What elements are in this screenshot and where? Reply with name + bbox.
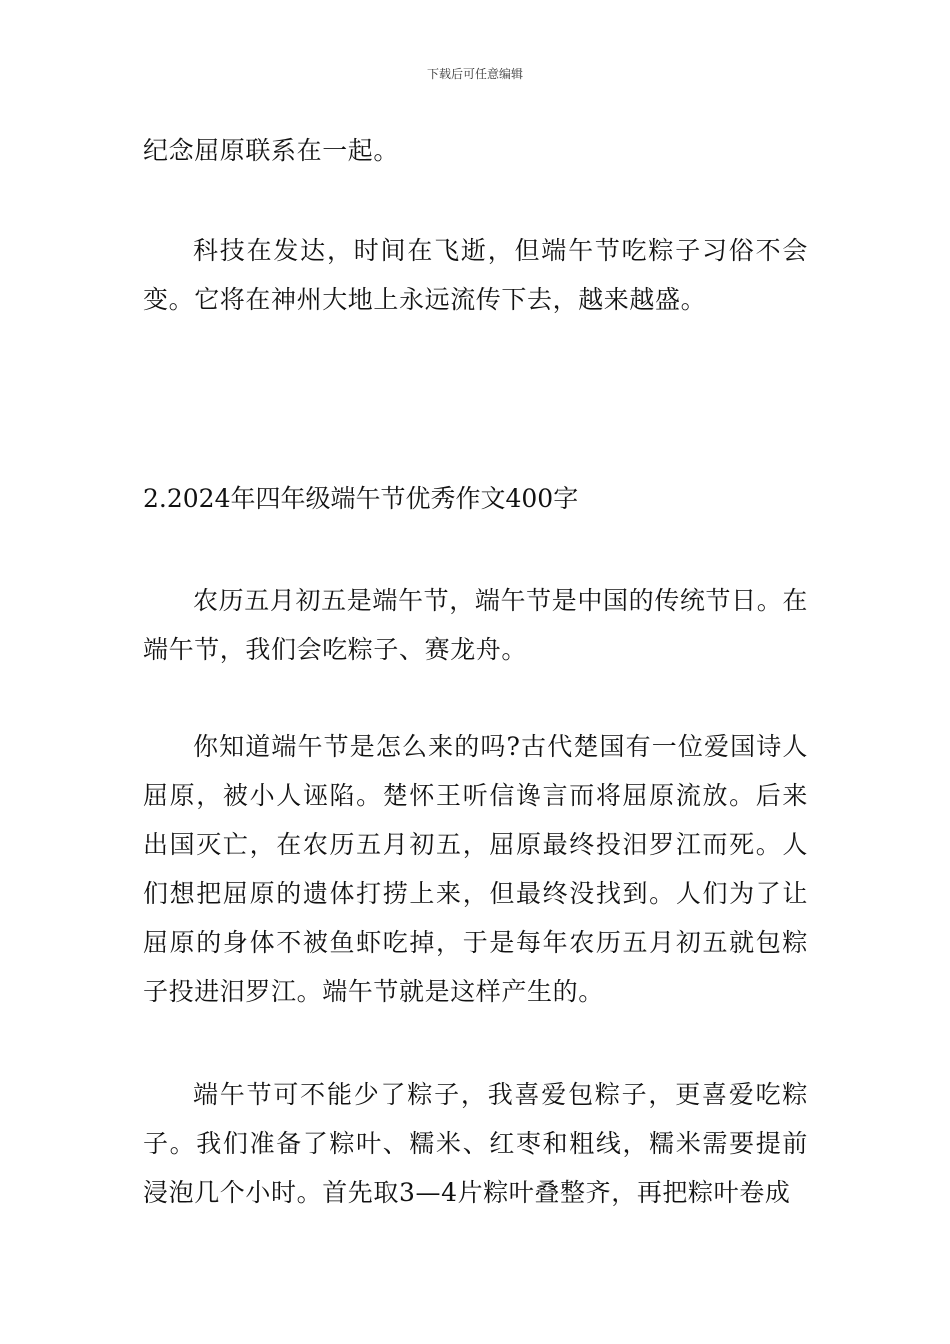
paragraph-zongzi: 端午节可不能少了粽子，我喜爱包粽子，更喜爱吃粽子。我们准备了粽叶、糯米、红枣和粗线，糯米需要提前浸泡几个小时。首先取3—4片粽叶叠整齐，再把粽叶卷成 [143,1080,808,1207]
paragraph-technology: 科技在发达，时间在飞逝，但端午节吃粽子习俗不会变。它将在神州大地上永远流传下去，越来越盛。 [143,236,808,314]
page-header: 下载后可任意编辑 [426,67,523,81]
paragraph-origin: 你知道端午节是怎么来的吗?古代楚国有一位爱国诗人屈原，被小人诬陷。楚怀王听信谗言而将屈原流放。后来出国灭亡，在农历五月初五，屈原最终投汨罗江而死。人们想把屈原的遗体打捞上来，但最终没找到。人们为了让屈原的身体不被鱼虾吃掉，于是每年农历五月初五就包粽子投进汨罗江。端午节就是这样产生的。 [143,732,808,1006]
section-heading: 2.2024年四年级端午节优秀作文400字 [143,484,579,513]
paragraph-continuation: 纪念屈原联系在一起。 [143,136,400,165]
paragraph-intro: 农历五月初五是端午节，端午节是中国的传统节日。在端午节，我们会吃粽子、赛龙舟。 [143,586,808,664]
